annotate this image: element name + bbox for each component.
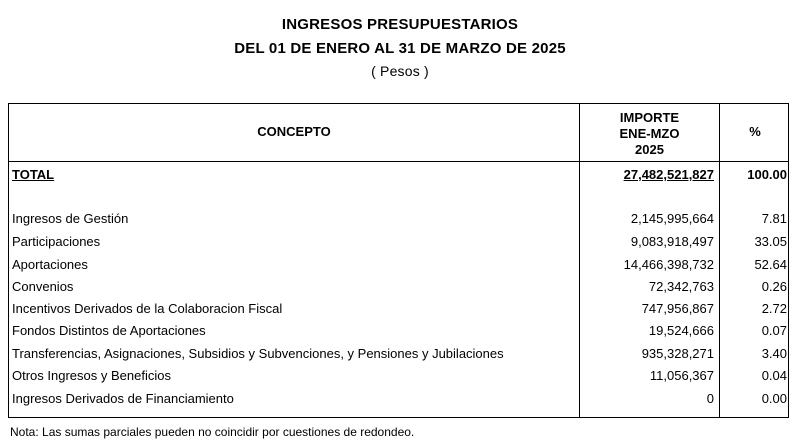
table-row — [9, 232, 790, 252]
column-header-importe — [580, 110, 719, 158]
row-percent: 52.64 — [754, 257, 787, 272]
report-units: ( Pesos ) — [371, 63, 429, 79]
row-percent: 2.72 — [761, 301, 787, 316]
row-concepto: Transferencias, Asignaciones, Subsidios y Subvenciones, y Pensiones y Jubilaciones — [12, 346, 504, 361]
total-row — [9, 165, 790, 185]
income-table — [8, 103, 789, 418]
total-importe: 27,482,521,827 — [623, 167, 714, 182]
total-percent: 100.00 — [747, 167, 787, 182]
column-header-importe-line3: 2025 — [635, 142, 664, 157]
table-row — [9, 209, 790, 229]
table-row — [9, 255, 790, 275]
row-percent: 7.81 — [761, 211, 787, 226]
row-importe: 11,056,367 — [649, 368, 714, 383]
row-percent: 0.26 — [761, 279, 787, 294]
row-importe: 0 — [706, 391, 714, 406]
table-row — [9, 366, 790, 386]
row-concepto: Aportaciones — [12, 257, 88, 272]
column-header-importe-line2: ENE-MZO — [619, 126, 680, 141]
row-percent: 0.07 — [761, 323, 787, 338]
row-percent: 0.00 — [761, 391, 787, 406]
row-concepto: Incentivos Derivados de la Colaboracion Fiscal — [12, 301, 283, 316]
row-concepto: Convenios — [12, 279, 74, 294]
total-concepto: TOTAL — [12, 167, 55, 182]
table-row — [9, 299, 790, 319]
row-importe: 747,956,867 — [641, 301, 714, 316]
row-importe: 14,466,398,732 — [623, 257, 714, 272]
row-percent: 0.04 — [761, 368, 787, 383]
footnote: Nota: Las sumas parciales pueden no coincidir por cuestiones de redondeo. — [10, 425, 415, 439]
row-percent: 3.40 — [761, 346, 787, 361]
row-importe: 19,524,666 — [648, 323, 714, 338]
row-concepto: Fondos Distintos de Aportaciones — [12, 323, 206, 338]
header-divider — [9, 161, 788, 162]
row-concepto: Ingresos Derivados de Financiamiento — [12, 391, 234, 406]
report-period: DEL 01 DE ENERO AL 31 DE MARZO DE 2025 — [234, 40, 566, 57]
row-percent: 33.05 — [754, 234, 787, 249]
row-importe: 72,342,763 — [648, 279, 714, 294]
table-row — [9, 321, 790, 341]
row-concepto: Ingresos de Gestión — [12, 211, 129, 226]
column-header-percent: % — [749, 124, 761, 139]
row-concepto: Otros Ingresos y Beneficios — [12, 368, 171, 383]
report-title: INGRESOS PRESUPUESTARIOS — [281, 16, 519, 33]
row-importe: 935,328,271 — [641, 346, 714, 361]
row-concepto: Participaciones — [12, 234, 101, 249]
table-row — [9, 277, 790, 297]
table-row — [9, 344, 790, 364]
table-row — [9, 389, 790, 409]
row-importe: 2,145,995,664 — [630, 211, 714, 226]
column-header-importe-line1: IMPORTE — [619, 110, 680, 125]
row-importe: 9,083,918,497 — [630, 234, 714, 249]
column-header-concepto: CONCEPTO — [257, 124, 331, 139]
